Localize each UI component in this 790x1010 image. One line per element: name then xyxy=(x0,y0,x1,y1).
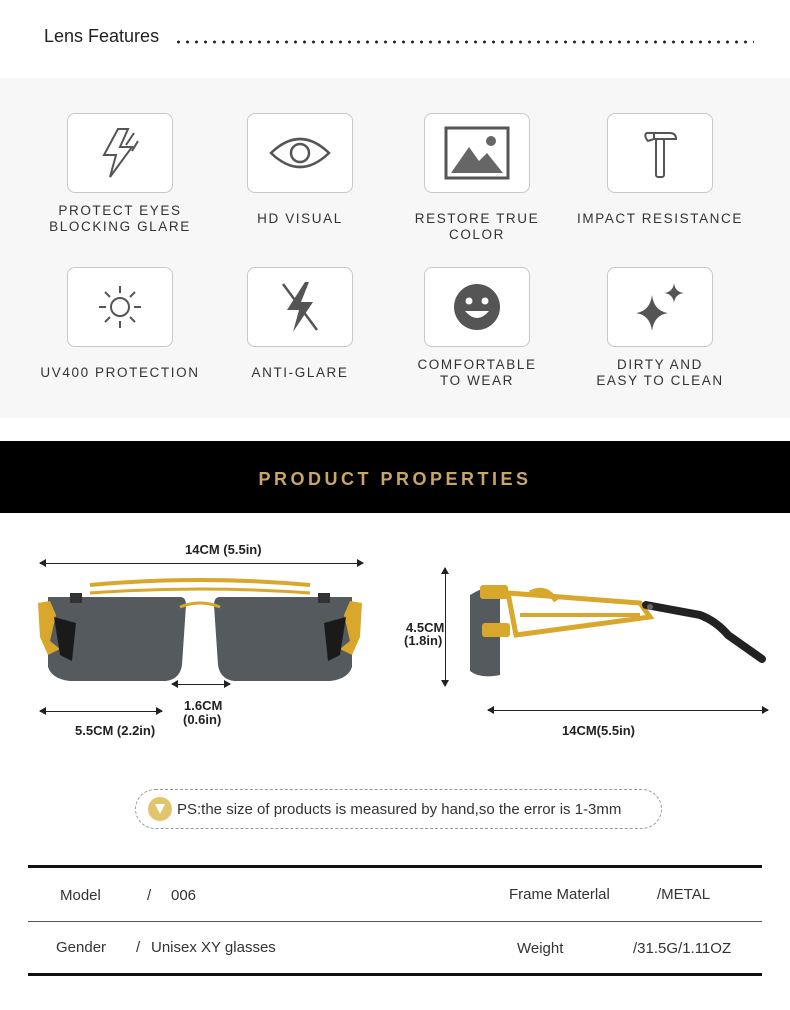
lens-features-header xyxy=(0,0,790,78)
note-text: PS:the size of products is measured by hand,so the error is 1-3mm xyxy=(177,801,622,818)
front-width-arrow xyxy=(40,563,363,564)
feature-uv400 xyxy=(30,267,210,381)
spec-value: Unisex XY glasses xyxy=(151,939,276,956)
spec-table-top-border xyxy=(28,865,762,868)
dotted-divider xyxy=(174,40,754,44)
spec-separator: / xyxy=(147,887,152,904)
sun-icon xyxy=(95,282,145,332)
feature-label: COMFORTABLE TO WEAR xyxy=(417,357,537,388)
feature-restore-color xyxy=(387,113,567,243)
spec-separator: / xyxy=(136,939,141,956)
side-length-label: 14CM(5.5in) xyxy=(562,723,635,738)
feature-label: IMPACT RESISTANCE xyxy=(577,211,743,226)
crossed-lightning-icon xyxy=(275,278,325,336)
spec-value: /31.5G/1.11OZ xyxy=(633,940,732,957)
feature-label: RESTORE TRUE COLOR xyxy=(414,211,540,242)
front-width-label: 14CM (5.5in) xyxy=(185,542,262,557)
spec-key: Gender xyxy=(56,939,107,956)
bridge-in-label: (0.6in) xyxy=(183,712,222,727)
lens-width-label: 5.5CM (2.2in) xyxy=(75,723,156,738)
feature-impact-resistance xyxy=(570,113,750,227)
feature-anti-glare xyxy=(210,267,390,381)
side-height-cm-label: 4.5CM xyxy=(406,620,445,635)
smiley-face-icon xyxy=(451,281,503,333)
features-grid xyxy=(0,78,790,418)
spec-row-divider xyxy=(28,921,762,922)
sunglasses-front-image xyxy=(30,575,370,690)
mountain-picture-icon xyxy=(443,125,511,181)
feature-easy-clean xyxy=(570,267,750,389)
spec-value: /METAL xyxy=(657,886,711,903)
bridge-cm-label: 1.6CM xyxy=(184,698,223,713)
lightning-bolt-icon xyxy=(90,123,150,183)
side-height-arrow xyxy=(445,568,446,686)
feature-hd-visual xyxy=(210,113,390,227)
product-properties-banner xyxy=(0,441,790,513)
feature-label: PROTECT EYES BLOCKING GLARE xyxy=(49,203,191,234)
lens-width-arrow xyxy=(40,711,162,712)
bridge-arrow xyxy=(172,684,230,685)
spec-table-bottom-border xyxy=(28,973,762,976)
lens-features-title: Lens Features xyxy=(44,26,160,46)
banner-title: PRODUCT PROPERTIES xyxy=(258,469,532,489)
side-height-in-label: (1.8in) xyxy=(404,633,443,648)
side-length-arrow xyxy=(488,710,768,711)
feature-label: DIRTY AND EASY TO CLEAN xyxy=(596,357,724,388)
sparkle-icon xyxy=(630,279,690,335)
spec-key: Weight xyxy=(517,940,564,957)
feature-comfortable xyxy=(387,267,567,389)
feature-protect-eyes xyxy=(30,113,210,235)
feature-label: UV400 PROTECTION xyxy=(40,365,200,380)
measurement-note xyxy=(135,789,662,829)
hammer-icon xyxy=(640,125,680,181)
spec-value: 006 xyxy=(171,887,197,904)
feature-label: ANTI-GLARE xyxy=(251,365,349,380)
info-badge-icon xyxy=(148,797,172,821)
sunglasses-side-image xyxy=(460,575,770,685)
spec-key: Model xyxy=(60,887,101,904)
feature-label: HD VISUAL xyxy=(257,211,343,226)
spec-key: Frame Materlal xyxy=(509,886,610,903)
eye-icon xyxy=(267,133,333,173)
